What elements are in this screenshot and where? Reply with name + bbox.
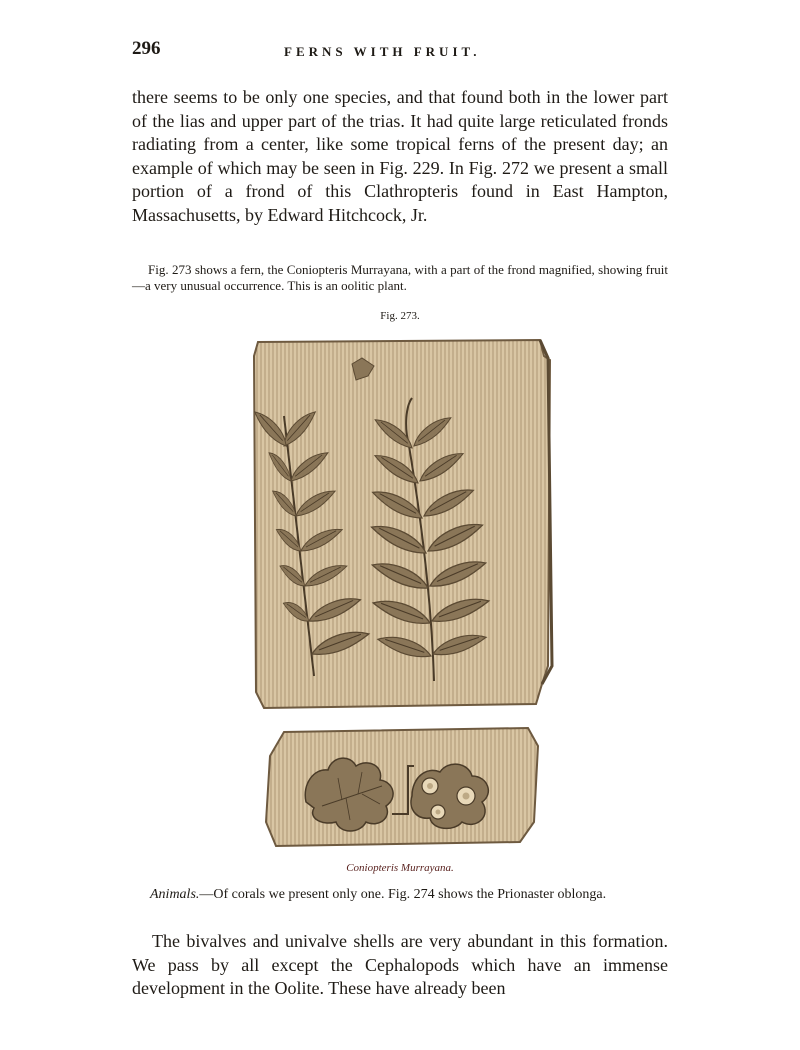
page-header xyxy=(132,38,672,68)
figure-description: Fig. 273 shows a fern, the Coniopteris Murrayana, with a part of the frond magnified, showing fruit—a very unusual occurrence. This is an oolitic plant. xyxy=(132,262,668,293)
animals-paragraph xyxy=(132,886,668,903)
figure-label: Fig. 273. xyxy=(380,310,420,322)
animals-lead: Animals. xyxy=(150,887,200,902)
paragraph-clathropteris: there seems to be only one species, and that found both in the lower part of the lias and upper part of the trias. It had quite large reticulated fronds radiating from a center, like some tropical ferns of the present day; an example of which may be seen in Fig. 229. In Fig. 272 we present a small portion of a frond of this Clathropteris found in East Hampton, Massachusetts, by Edward Hitchcock, Jr. xyxy=(132,87,668,225)
running-head: FERNS WITH FRUIT. xyxy=(284,44,481,59)
paragraph-bivalves: The bivalves and univalve shells are very abundant in this formation. We pass by all except the Cephalopods which have an immense development in the Oolite. These have already been xyxy=(132,931,668,999)
fern-plate-illustration xyxy=(244,336,556,710)
animals-text: —Of corals we present only one. Fig. 274 shows the Prionaster oblonga. xyxy=(199,887,607,902)
magnified-frond-illustration xyxy=(262,726,542,850)
species-caption: Coniopteris Murrayana. xyxy=(346,862,454,874)
page-number: 296 xyxy=(132,38,161,59)
